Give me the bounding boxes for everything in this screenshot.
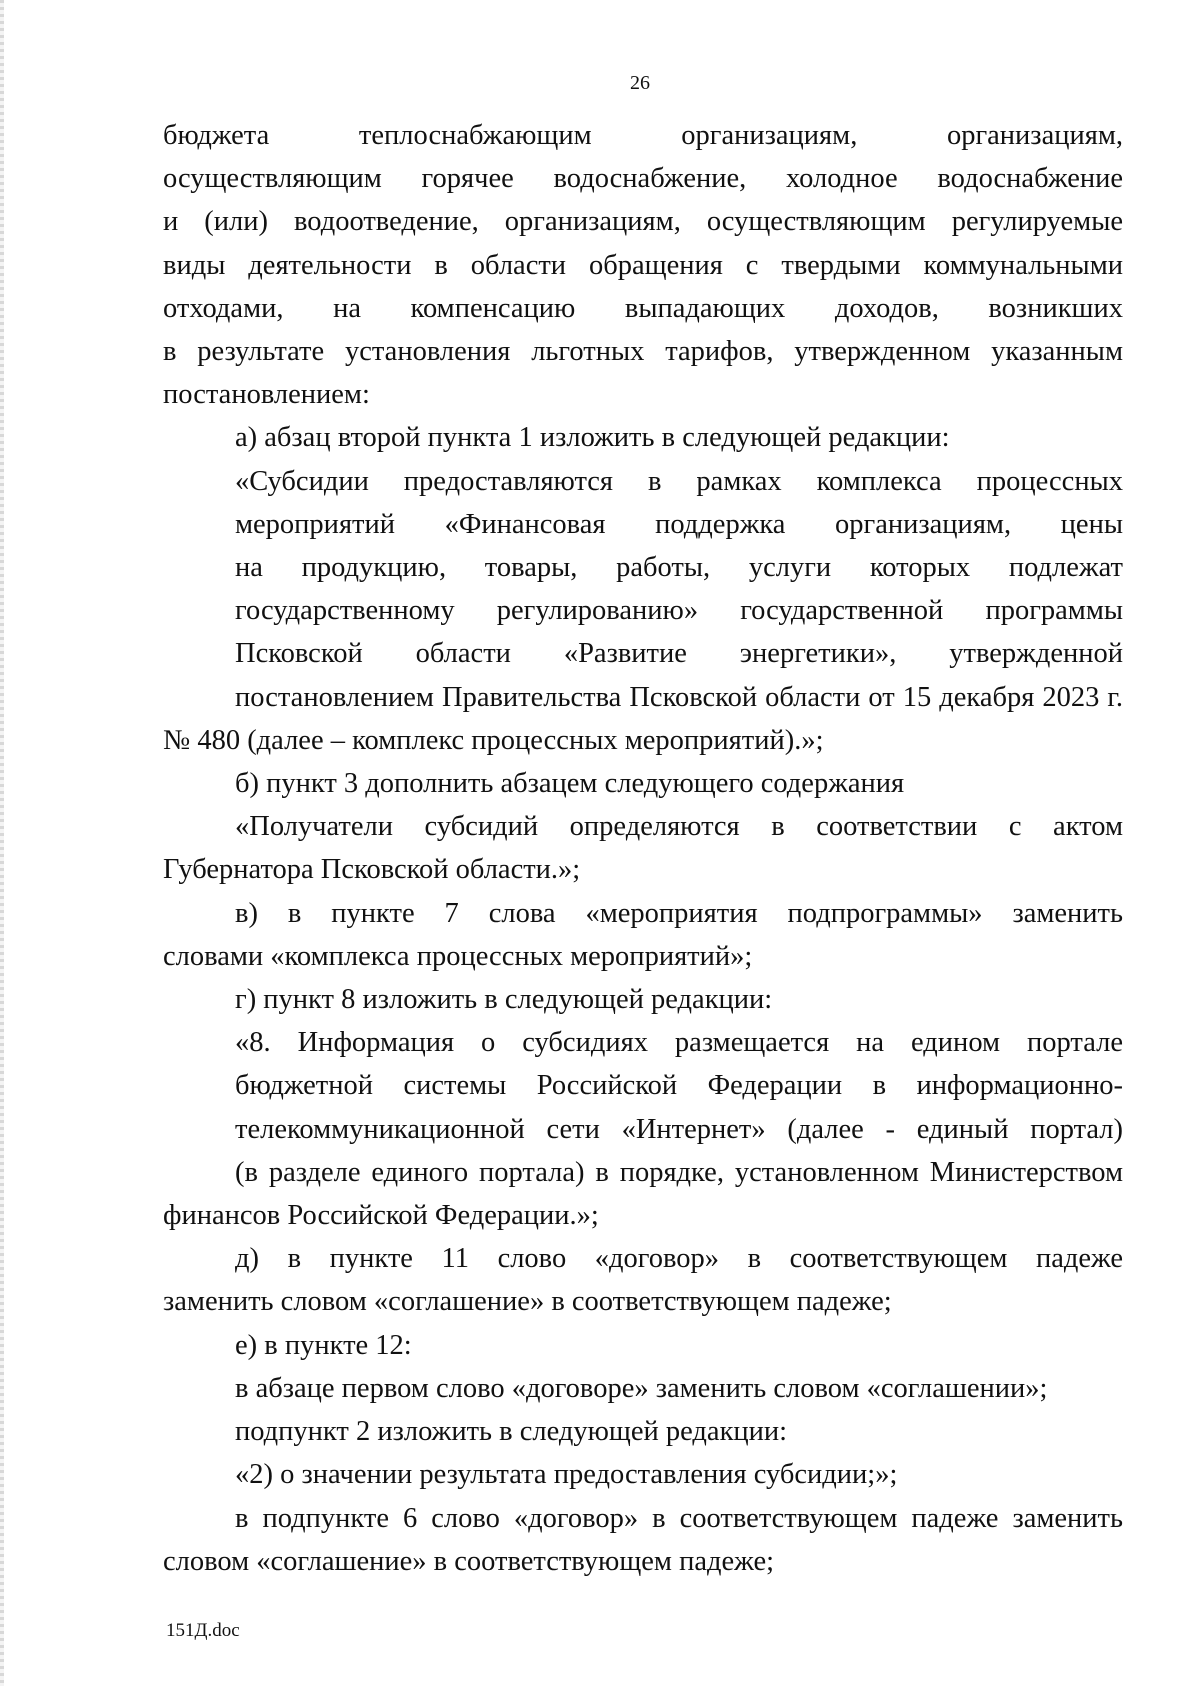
text-line: «Субсидии предоставляются в рамках комплекса процессных: [235, 465, 1123, 497]
text-line: «8. Информация о субсидиях размещается на едином портале: [235, 1027, 1123, 1059]
quote-subsidies-end: [163, 719, 1123, 762]
quote-information: [163, 1021, 1123, 1194]
text-line: словом «соглашение» в соответствующем падеже;: [163, 1545, 775, 1577]
item-e-first-paragraph: в абзаце первом слово «договоре» заменить словом «соглашении»;: [235, 1372, 1048, 1404]
item-g: г) пункт 8 изложить в следующей редакции:: [235, 984, 773, 1016]
item-e-subitem-6: [163, 1497, 1123, 1540]
text-line: в результате установления льготных тарифов, утвержденном указанным: [163, 336, 1123, 368]
text-line: в) в пункте 7 слова «мероприятия подпрограммы» заменить: [235, 897, 1123, 929]
item-d: [163, 1237, 1123, 1280]
text-line: постановлением:: [163, 379, 370, 411]
page-number: 26: [630, 72, 650, 94]
file-name-footer: 151Д.doc: [166, 1620, 240, 1641]
text-line: заменить словом «соглашение» в соответствующем падеже;: [163, 1286, 892, 1318]
text-line: Губернатора Псковской области.»;: [163, 854, 581, 886]
item-b: б) пункт 3 дополнить абзацем следующего содержания: [235, 768, 905, 800]
item-e: е) в пункте 12:: [235, 1329, 412, 1361]
text-line: «Получатели субсидий определяются в соответствии с актом: [235, 811, 1123, 843]
text-line: бюджета теплоснабжающим организациям, организациям,: [163, 120, 1123, 151]
scan-edge: [0, 0, 4, 1686]
quote-recipients: [163, 805, 1123, 848]
paragraph-1-end: [163, 373, 1123, 416]
text-line: д) в пункте 11 слово «договор» в соответствующем падеже: [235, 1243, 1123, 1275]
text-line: Псковской области «Развитие энергетики», утвержденной: [235, 638, 1123, 670]
text-line: финансов Российской Федерации.»;: [163, 1200, 599, 1232]
item-e-subitem-6-end: [163, 1540, 1123, 1583]
text-line: в подпункте 6 слово «договор» в соответствующем падеже заменить: [235, 1502, 1123, 1534]
quote-information-end: [163, 1194, 1123, 1237]
paragraph-1: [163, 114, 1123, 373]
item-e-subitem-2: подпункт 2 изложить в следующей редакции:: [235, 1416, 788, 1448]
quote-result: «2) о значении результата предоставления субсидии;»;: [235, 1459, 898, 1491]
text-line: телекоммуникационной сети «Интернет» (далее - единый портал): [235, 1113, 1123, 1145]
item-a: а) абзац второй пункта 1 изложить в следующей редакции:: [235, 422, 950, 454]
text-line: № 480 (далее – комплекс процессных мероприятий).»;: [163, 724, 824, 756]
text-line: мероприятий «Финансовая поддержка организациям, цены: [235, 508, 1123, 540]
text-line: виды деятельности в области обращения с твердыми коммунальными: [163, 249, 1123, 281]
text-line: (в разделе единого портала) в порядке, установленном Министерством: [235, 1156, 1123, 1188]
quote-subsidies: [163, 460, 1123, 719]
item-d-end: [163, 1280, 1123, 1323]
text-line: бюджетной системы Российской Федерации в информационно-: [235, 1070, 1123, 1102]
text-line: и (или) водоотведение, организациям, осуществляющим регулируемые: [163, 206, 1123, 238]
text-line: государственному регулированию» государственной программы: [235, 595, 1123, 627]
document-body: [163, 114, 1123, 1583]
text-line: осуществляющим горячее водоснабжение, холодное водоснабжение: [163, 163, 1123, 195]
quote-recipients-end: [163, 848, 1123, 891]
text-line: словами «комплекса процессных мероприятий»;: [163, 940, 753, 972]
item-v: [163, 892, 1123, 935]
text-line: отходами, на компенсацию выпадающих доходов, возникших: [163, 292, 1123, 324]
item-v-end: [163, 935, 1123, 978]
text-line: постановлением Правительства Псковской области от 15 декабря 2023 г.: [235, 681, 1123, 713]
text-line: на продукцию, товары, работы, услуги которых подлежат: [235, 552, 1123, 584]
